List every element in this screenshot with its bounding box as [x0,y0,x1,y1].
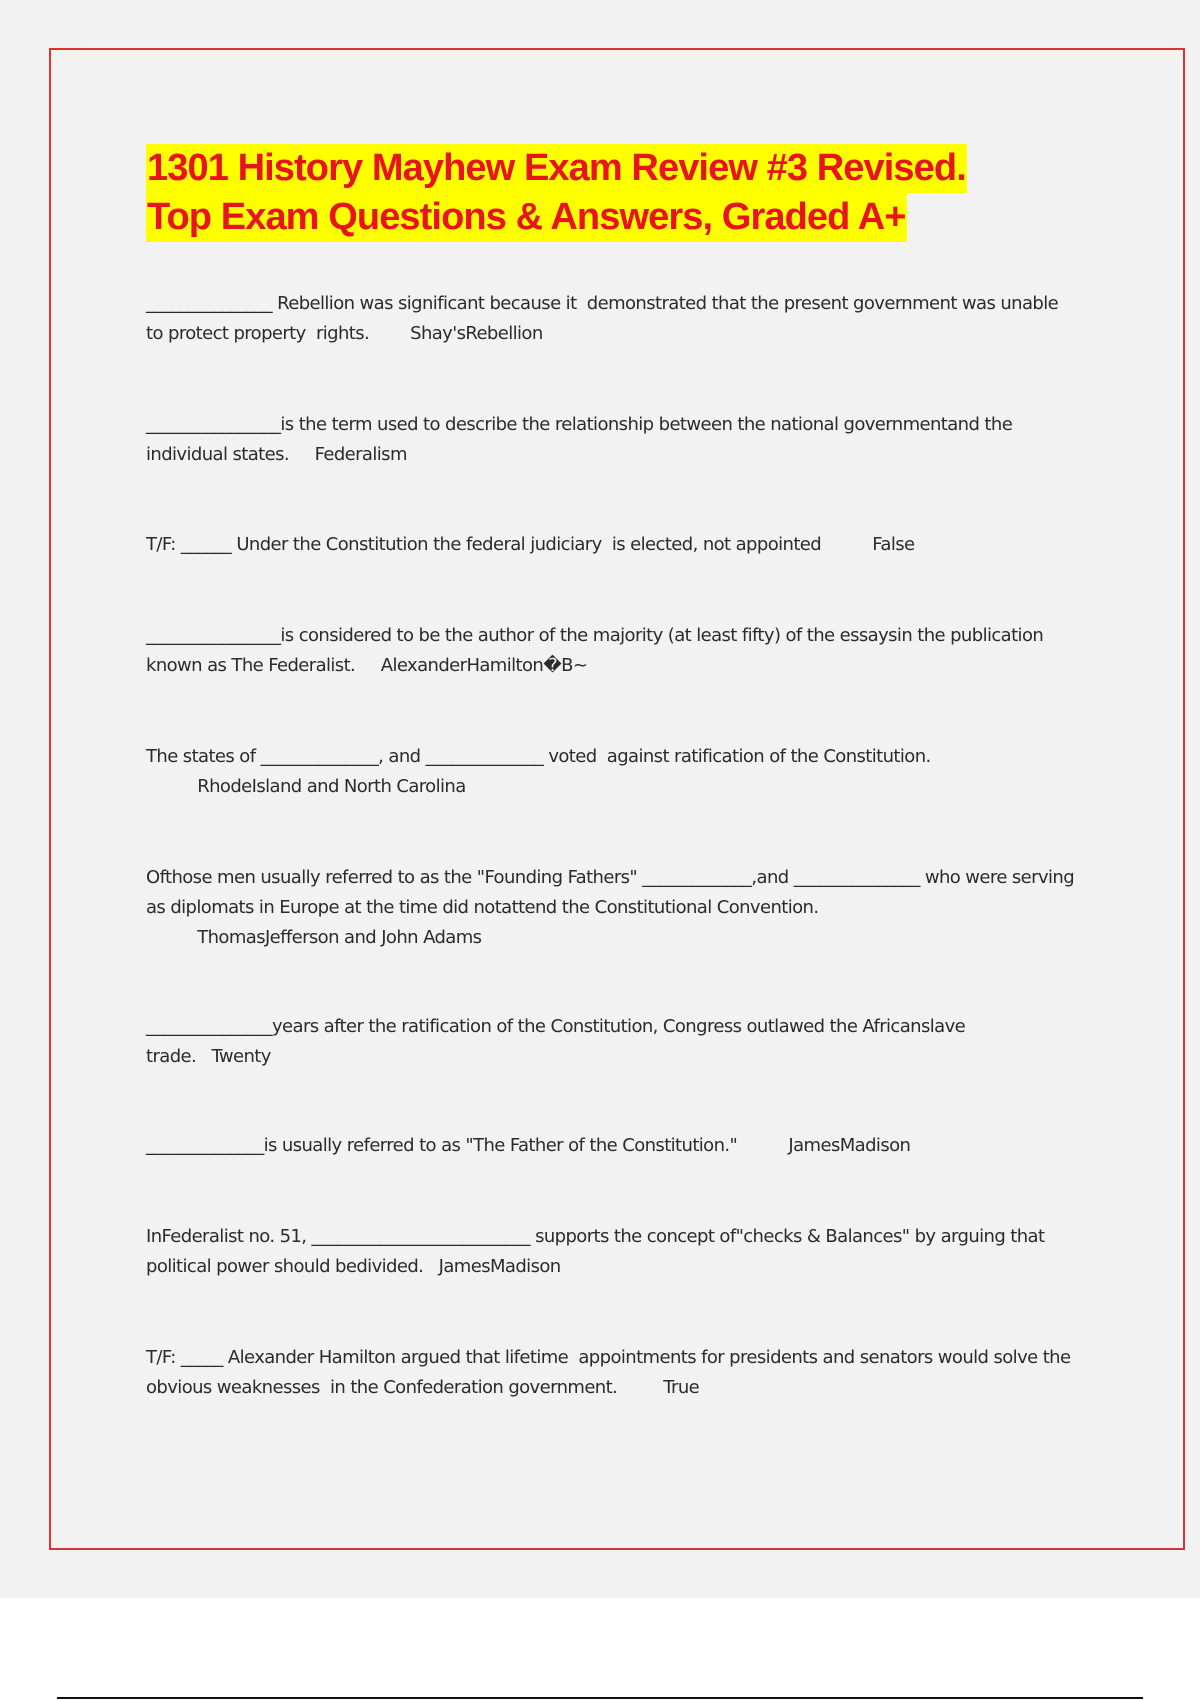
answer-text: Federalism [288,444,407,465]
question-text: T/F: ______ Under the Constitution the federal judiciary is elected, not appointed [146,534,822,555]
question-text: _______________ Rebellion was significant because it demonstrated that the present government was unable to protect property rights. [146,293,1064,344]
question-item-2 [146,410,1076,470]
question-text: _______________years after the ratification of the Constitution, Congress outlawed the Africanslave trade. [146,1016,971,1067]
question-item-9 [146,1222,1076,1282]
answer-text: RhodeIsland and North Carolina [197,776,466,797]
question-item-7 [146,1012,1076,1072]
question-item-10 [146,1343,1076,1403]
question-item-4 [146,621,1076,681]
question-text: Ofthose men usually referred to as the "Founding Fathers" _____________,and _______________ who were serving as diplomats in Europe at the time did notattend the Constitutional Convention. [146,867,1080,918]
answer-text: False [821,534,915,555]
question-item-6 [146,863,1080,953]
question-item-3 [146,530,1076,560]
question-item-8 [146,1131,1076,1161]
question-text: The states of ______________, and ______________ voted against ratification of the Constitution. [146,746,931,767]
document-title-line-2: Top Exam Questions & Answers, Graded A+ [146,193,907,242]
question-text: T/F: _____ Alexander Hamilton argued that lifetime appointments for presidents and senators would solve the obvious weaknesses in the Confederation government. [146,1347,1076,1398]
answer-text: AlexanderHamilton�B~ [355,655,588,676]
footer-divider [57,1697,1143,1699]
question-text: ________________is considered to be the author of the majority (at least fifty) of the essaysin the publication known as The Federalist. [146,625,1049,676]
document-title-line-1: 1301 History Mayhew Exam Review #3 Revised. [146,144,967,193]
question-text: ________________is the term used to describe the relationship between the national governmentand the individual states. [146,414,1018,465]
answer-text: JamesMadison [737,1135,911,1156]
question-item-1 [146,289,1076,349]
answer-text: JamesMadison [423,1256,561,1277]
question-item-5 [146,742,1076,802]
answer-text: Twenty [196,1046,271,1067]
answer-text: True [617,1377,700,1398]
answer-text: Shay'sRebellion [369,323,543,344]
answer-text: ThomasJefferson and John Adams [197,927,482,948]
document-title [146,144,967,242]
question-text: ______________is usually referred to as "The Father of the Constitution." [146,1135,738,1156]
question-text: InFederalist no. 51, __________________________ supports the concept of"checks & Balances" by arguing that political power should bedivided. [146,1226,1050,1277]
